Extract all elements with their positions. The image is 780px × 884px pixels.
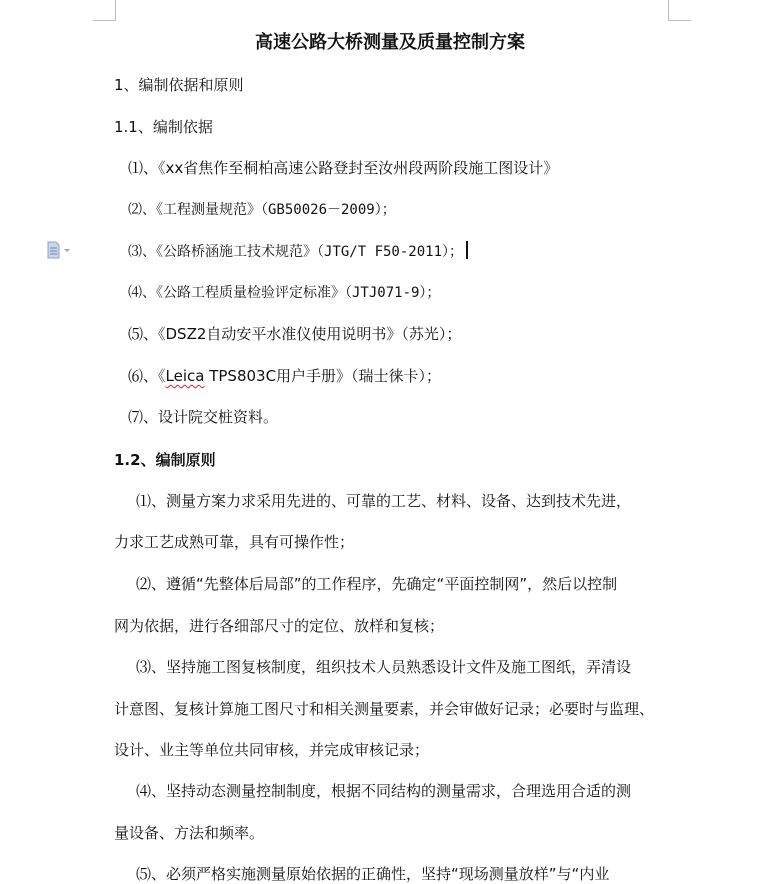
section-1-1-heading: 1.1、编制依据 bbox=[114, 118, 213, 136]
principle-5-line-1: ⑸、必须严格实施测量原始依据的正确性，坚持“现场测量放样”与“内业 bbox=[136, 865, 610, 883]
page-corner-mark-top-left bbox=[93, 0, 116, 21]
page-corner-mark-top-right bbox=[668, 0, 691, 21]
principle-1-line-2: 力求工艺成熟可靠，具有可操作性； bbox=[114, 533, 355, 551]
basis-item-5: ⑸、《DSZ2自动安平水准仪使用说明书》（苏光）； bbox=[128, 325, 462, 343]
principle-1-line-1: ⑴、测量方案力求采用先进的、可靠的工艺、材料、设备、达到技术先进， bbox=[136, 492, 632, 510]
section-1-heading: 1、编制依据和原则 bbox=[114, 76, 244, 94]
spellcheck-word-leica[interactable]: Leica bbox=[165, 367, 205, 385]
principle-4-line-2: 量设备、方法和频率。 bbox=[114, 824, 265, 842]
principle-2-line-1: ⑵、遵循“先整体后局部”的工作程序，先确定“平面控制网”，然后以控制 bbox=[136, 575, 618, 593]
basis-item-7: ⑺、设计院交桩资料。 bbox=[128, 408, 279, 426]
principle-2-line-2: 网为依据，进行各细部尺寸的定位、放样和复核； bbox=[114, 617, 445, 635]
section-1-2-heading: 1.2、编制原则 bbox=[114, 451, 216, 469]
principle-3-line-3: 设计、业主等单位共同审核，并完成审核记录； bbox=[114, 741, 430, 759]
basis-item-4: ⑷、《公路工程质量检验评定标准》（JTJ071-9）； bbox=[128, 285, 441, 301]
paragraph-options-icon[interactable] bbox=[46, 241, 76, 259]
basis-item-6 bbox=[128, 366, 441, 386]
basis-item-2: ⑵、《工程测量规范》（GB50026－2009）； bbox=[128, 202, 396, 218]
basis-item-3-text: ⑶、《公路桥涵施工技术规范》（JTG/T F50-2011）； bbox=[128, 244, 464, 260]
text-cursor bbox=[466, 241, 468, 259]
basis-item-6-prefix: ⑹、《 bbox=[128, 367, 166, 385]
principle-3-line-1: ⑶、坚持施工图复核制度，组织技术人员熟悉设计文件及施工图纸，弄清设 bbox=[136, 658, 632, 676]
document-title: 高速公路大桥测量及质量控制方案 bbox=[255, 32, 525, 53]
principle-3-line-2: 计意图、复核计算施工图尺寸和相关测量要素，并会审做好记录；必要时与监理、 bbox=[114, 700, 655, 718]
basis-item-6-suffix: TPS803C用户手册》（瑞士徕卡）； bbox=[204, 367, 442, 385]
basis-item-1: ⑴、《xx省焦作至桐柏高速公路登封至汝州段两阶段施工图设计》 bbox=[128, 159, 559, 177]
basis-item-3 bbox=[128, 241, 468, 262]
principle-4-line-1: ⑷、坚持动态测量控制制度，根据不同结构的测量需求，合理选用合适的测 bbox=[136, 782, 632, 800]
